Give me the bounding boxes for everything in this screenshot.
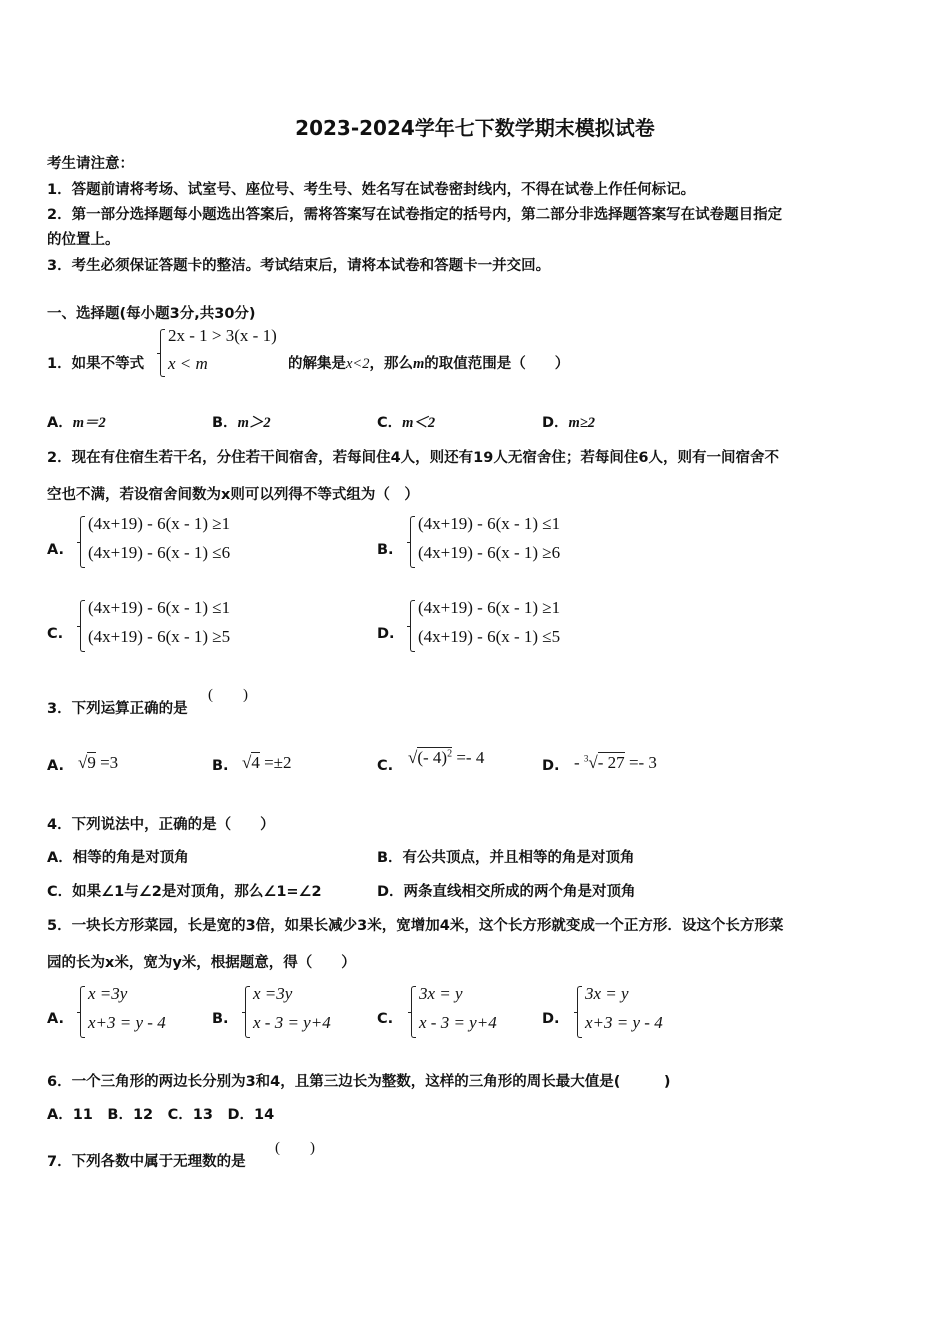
- inequality-line: (4x+19) - 6(x - 1) ≥6: [418, 543, 561, 562]
- question-5-line: 园的长为x米，宽为y米，根据题意，得（ ）: [47, 955, 356, 971]
- option-b-label[interactable]: B.: [377, 542, 394, 558]
- equation-line: x+3 = y - 4: [88, 1013, 166, 1032]
- option-d-expression: - $^3$√- 27 =- 3: [574, 753, 657, 772]
- option-b-label[interactable]: B.: [212, 758, 229, 774]
- equation-line: x+3 = y - 4: [585, 1013, 663, 1032]
- question-2-line: 空也不满，若设宿舍间数为x则可以列得不等式组为（ ）: [47, 487, 419, 503]
- option-d[interactable]: D．两条直线相交所成的两个角是对顶角: [377, 884, 636, 900]
- option-a-label[interactable]: A.: [47, 542, 64, 558]
- system-brace: [160, 329, 165, 377]
- equation-line: x =3y: [88, 984, 128, 1003]
- option-d-label[interactable]: D.: [542, 1011, 560, 1027]
- option-a[interactable]: A．m＝2: [47, 415, 106, 431]
- option-b-expression: √4 =±2: [242, 753, 292, 772]
- option-c-label[interactable]: C.: [377, 1011, 394, 1027]
- notice-item: 3．考生必须保证答题卡的整洁。考试结束后，请将本试卷和答题卡一并交回。: [47, 258, 551, 274]
- equation-line: x =3y: [253, 984, 293, 1003]
- question-2-line: 2．现在有住宿生若干名，分住若干间宿舍，若每间住4人，则还有19人无宿舍住；若每间住6人，则有一间宿舍不: [47, 450, 779, 466]
- question-7-text: 7．下列各数中属于无理数的是: [47, 1154, 246, 1170]
- option-c-label[interactable]: C.: [47, 626, 64, 642]
- system-brace: [411, 986, 416, 1038]
- question-4-text: 4．下列说法中，正确的是（ ）: [47, 817, 275, 833]
- system-brace: [80, 600, 85, 652]
- option-d[interactable]: D．m≥2: [542, 415, 596, 431]
- section-heading: 一、选择题(每小题3分,共30分): [47, 306, 256, 322]
- option-c[interactable]: C．如果∠1与∠2是对顶角，那么∠1=∠2: [47, 884, 322, 900]
- option-b[interactable]: B．m＞2: [212, 415, 271, 431]
- option-a-label[interactable]: A.: [47, 1011, 64, 1027]
- notice-item: 1．答题前请将考场、试室号、座位号、考生号、姓名写在试卷密封线内，不得在试卷上作任何标记。: [47, 182, 696, 198]
- question-1-prefix: 1．如果不等式: [47, 356, 145, 372]
- inequality-line: (4x+19) - 6(x - 1) ≤5: [418, 627, 561, 646]
- notice-item: 2．第一部分选择题每小题选出答案后，需将答案写在试卷指定的括号内，第二部分非选择题答案写在试卷题目指定: [47, 207, 783, 223]
- option-d-label[interactable]: D.: [542, 758, 560, 774]
- question-6-options[interactable]: A．11 B．12 C．13 D．14: [47, 1107, 275, 1123]
- option-a-label[interactable]: A.: [47, 758, 64, 774]
- equation-line: 3x = y: [419, 984, 463, 1003]
- system-brace: [80, 516, 85, 568]
- option-b[interactable]: B．有公共顶点，并且相等的角是对顶角: [377, 850, 635, 866]
- page-title: 2023-2024学年七下数学期末模拟试卷: [295, 116, 655, 140]
- option-a[interactable]: A．相等的角是对顶角: [47, 850, 189, 866]
- inequality-line: x < m: [168, 354, 208, 373]
- option-d-label[interactable]: D.: [377, 626, 395, 642]
- question-3-text: 3．下列运算正确的是: [47, 701, 188, 717]
- question-5-line: 5．一块长方形菜园，长是宽的3倍，如果长减少3米，宽增加4米，这个长方形就变成一个正方形．设这个长方形菜: [47, 918, 784, 934]
- inequality-line: (4x+19) - 6(x - 1) ≤1: [88, 598, 231, 617]
- inequality-line: (4x+19) - 6(x - 1) ≥1: [88, 514, 231, 533]
- notice-heading: 考生请注意：: [47, 156, 134, 172]
- option-c-label[interactable]: C.: [377, 758, 394, 774]
- inequality-line: (4x+19) - 6(x - 1) ≥5: [88, 627, 231, 646]
- inequality-line: (4x+19) - 6(x - 1) ≤1: [418, 514, 561, 533]
- question-1-text: 的解集是x<2，那么m的取值范围是（ ）: [288, 356, 570, 372]
- equation-line: 3x = y: [585, 984, 629, 1003]
- system-brace: [577, 986, 582, 1038]
- system-brace: [410, 516, 415, 568]
- option-b-label[interactable]: B.: [212, 1011, 229, 1027]
- system-brace: [245, 986, 250, 1038]
- inequality-line: 2x - 1 > 3(x - 1): [168, 326, 277, 345]
- option-a-expression: √9 =3: [78, 753, 119, 772]
- equation-line: x - 3 = y+4: [419, 1013, 497, 1032]
- system-brace: [410, 600, 415, 652]
- system-brace: [80, 986, 85, 1038]
- answer-paren: ( ): [208, 687, 248, 703]
- equation-line: x - 3 = y+4: [253, 1013, 331, 1032]
- option-c[interactable]: C．m＜2: [377, 415, 436, 431]
- question-6-text: 6．一个三角形的两边长分别为3和4，且第三边长为整数，这样的三角形的周长最大值是( ): [47, 1074, 671, 1090]
- inequality-line: (4x+19) - 6(x - 1) ≥1: [418, 598, 561, 617]
- answer-paren: ( ): [275, 1140, 315, 1156]
- inequality-line: (4x+19) - 6(x - 1) ≤6: [88, 543, 231, 562]
- option-c-expression: √(- 4)$^2$ =- 4: [408, 748, 485, 767]
- notice-item: 的位置上。: [47, 232, 120, 248]
